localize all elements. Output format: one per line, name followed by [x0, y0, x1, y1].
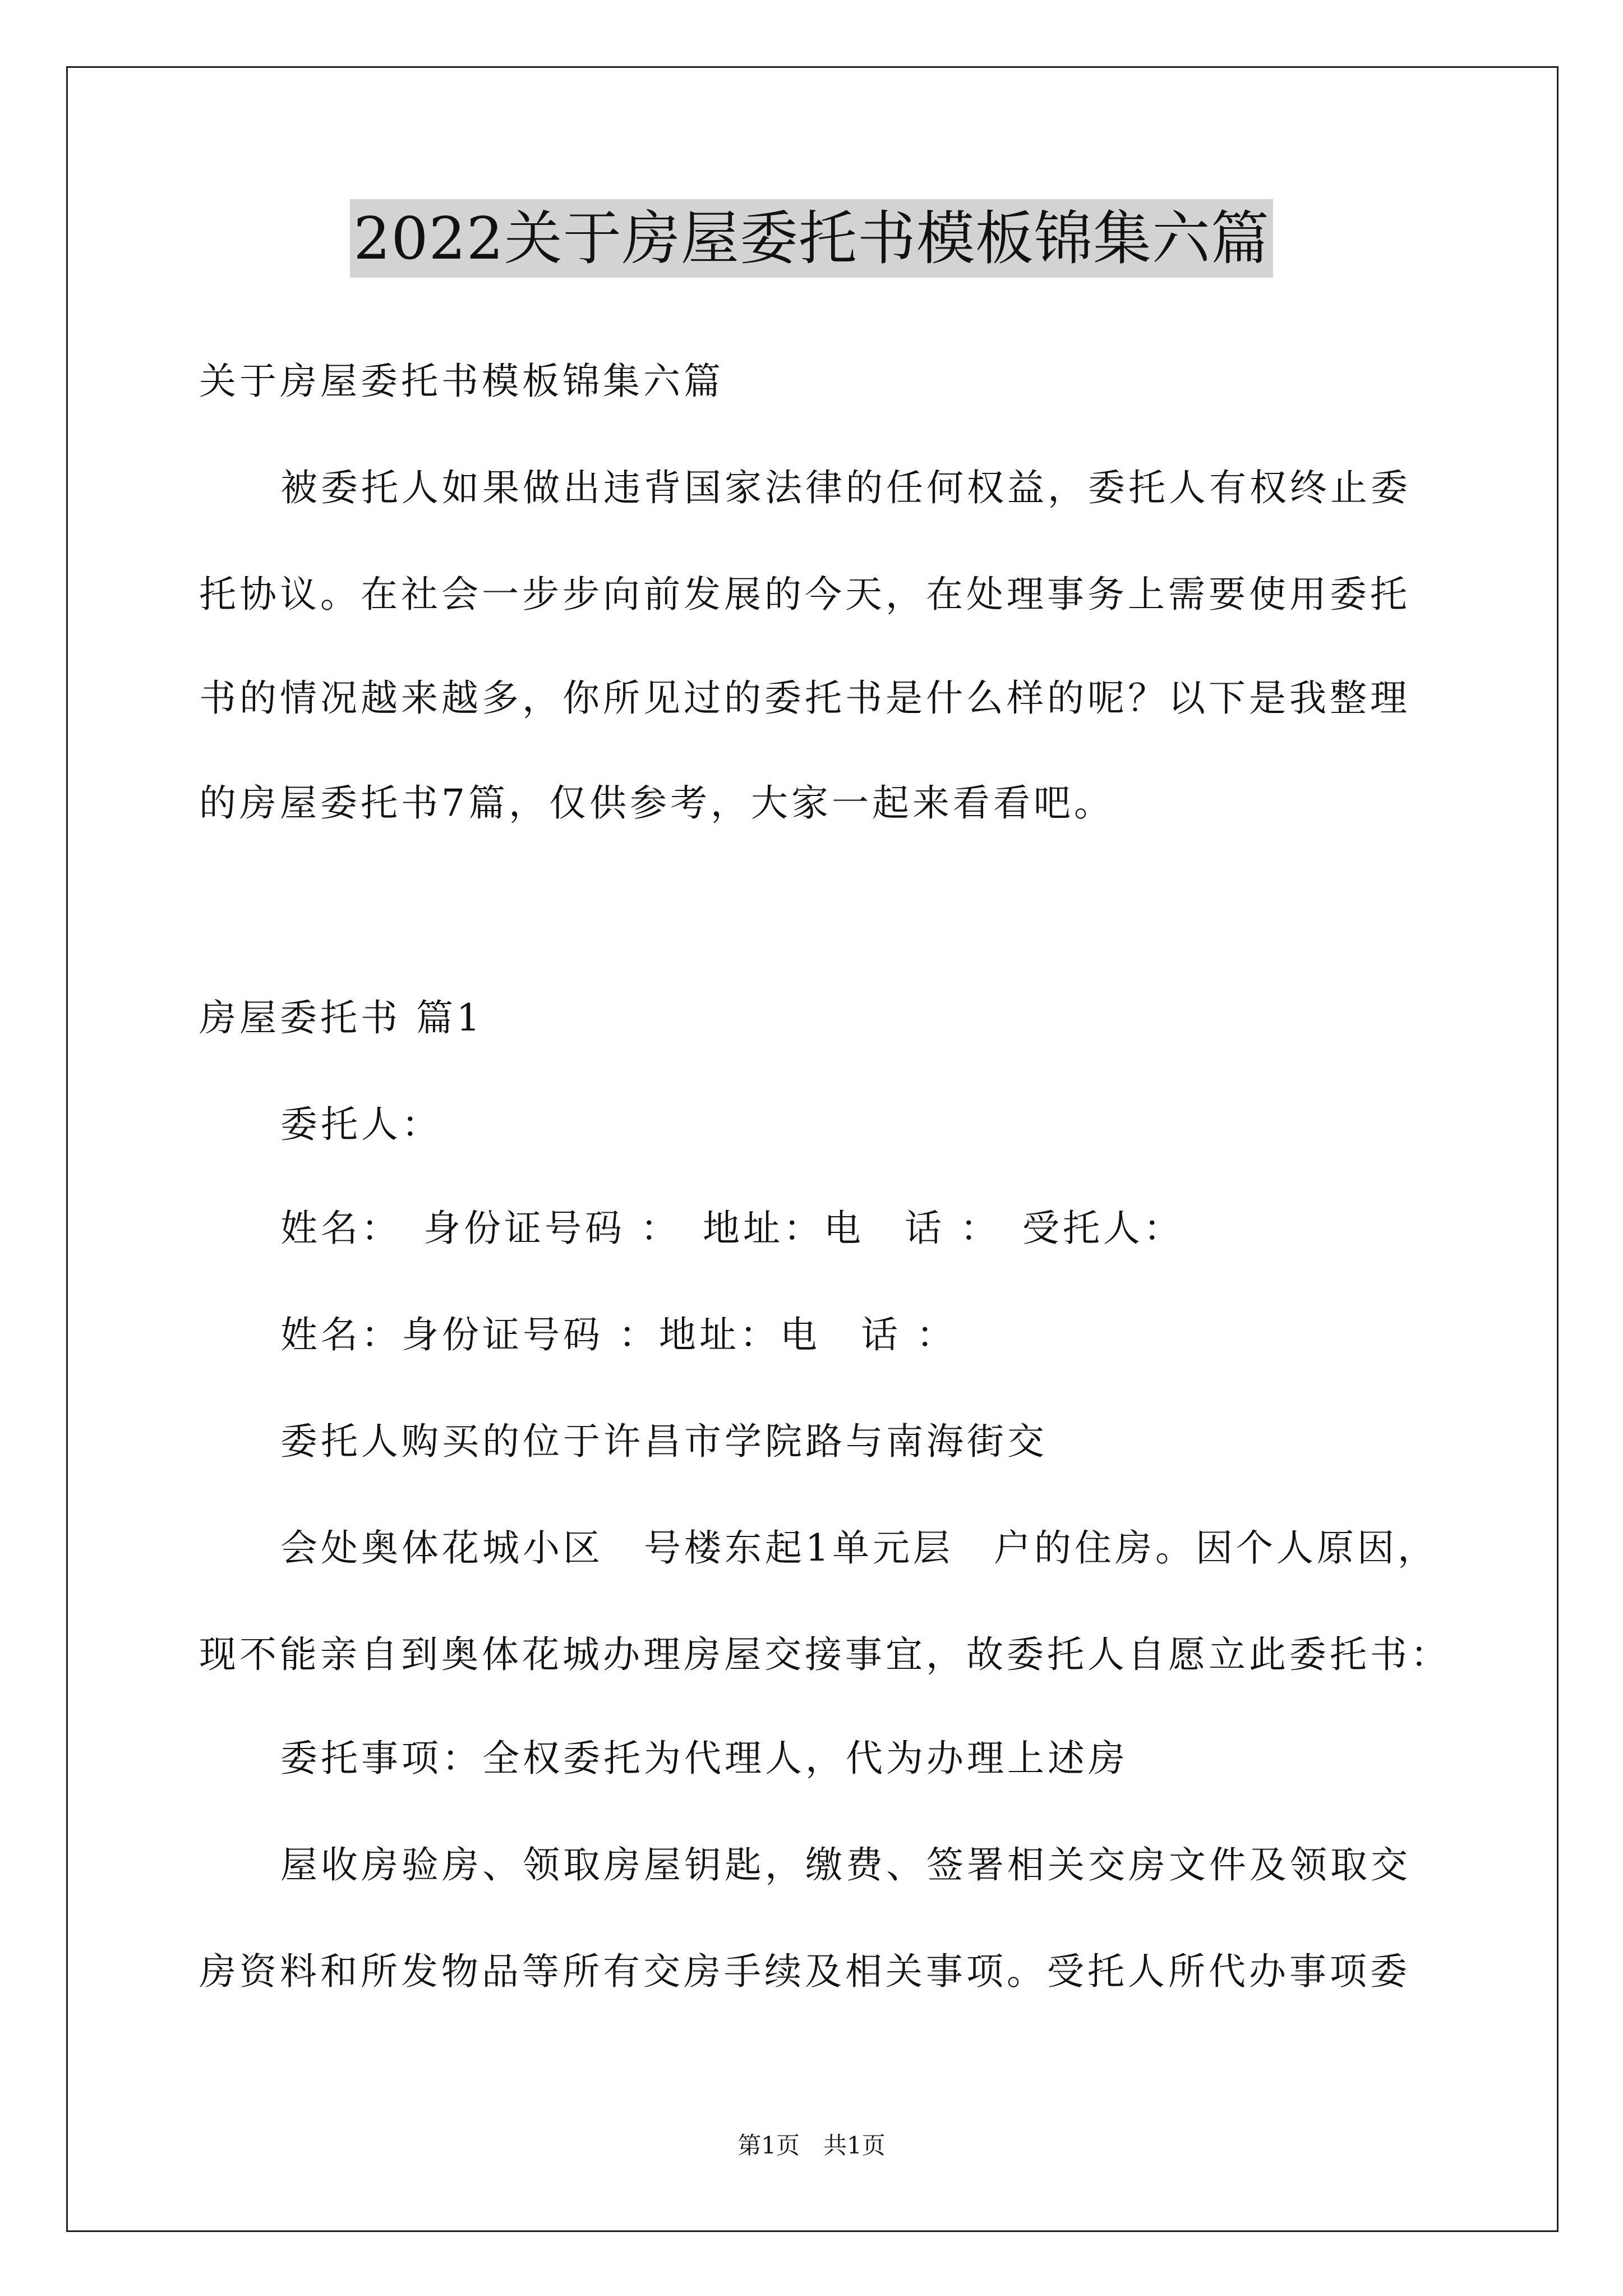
body-line: 委托人：: [280, 1103, 442, 1146]
title-container: [0, 199, 1623, 278]
page-footer: 第1页 共1页: [737, 2132, 886, 2159]
body-line: 屋收房验房、领取房屋钥匙，缴费、签署相关交房文件及领取交: [280, 1843, 1411, 1887]
intro-paragraph-line: 托协议。在社会一步步向前发展的今天，在处理事务上需要使用委托: [199, 573, 1410, 616]
section-heading: 房屋委托书 篇1: [199, 996, 483, 1039]
body-line: 现不能亲自到奥体花城办理房屋交接事宜，故委托人自愿立此委托书：: [199, 1633, 1451, 1676]
intro-paragraph-line: 被委托人如果做出违背国家法律的任何权益，委托人有权终止委: [280, 466, 1411, 509]
body-line: 委托人购买的位于许昌市学院路与南海街交: [280, 1420, 1048, 1463]
intro-paragraph-line: 的房屋委托书7篇，仅供参考，大家一起来看看吧。: [199, 781, 1114, 825]
document-title: 2022关于房屋委托书模板锦集六篇: [350, 199, 1273, 278]
body-line: 房资料和所发物品等所有交房手续及相关事项。受托人所代办事项委: [199, 1950, 1410, 1993]
body-line: 姓名：身份证号码 ：地址：电 话 ：: [280, 1313, 957, 1356]
body-line: 会处奥体花城小区 号楼东起1单元层 户的住房。因个人原因，: [280, 1526, 1438, 1570]
document-subtitle: 关于房屋委托书模板锦集六篇: [199, 360, 724, 403]
body-line: 委托事项：全权委托为代理人，代为办理上述房: [280, 1737, 1128, 1780]
body-line: 姓名： 身份证号码 ： 地址：电 话 ： 受托人：: [280, 1207, 1184, 1250]
intro-paragraph-line: 书的情况越来越多，你所见过的委托书是什么样的呢？以下是我整理: [199, 677, 1410, 720]
